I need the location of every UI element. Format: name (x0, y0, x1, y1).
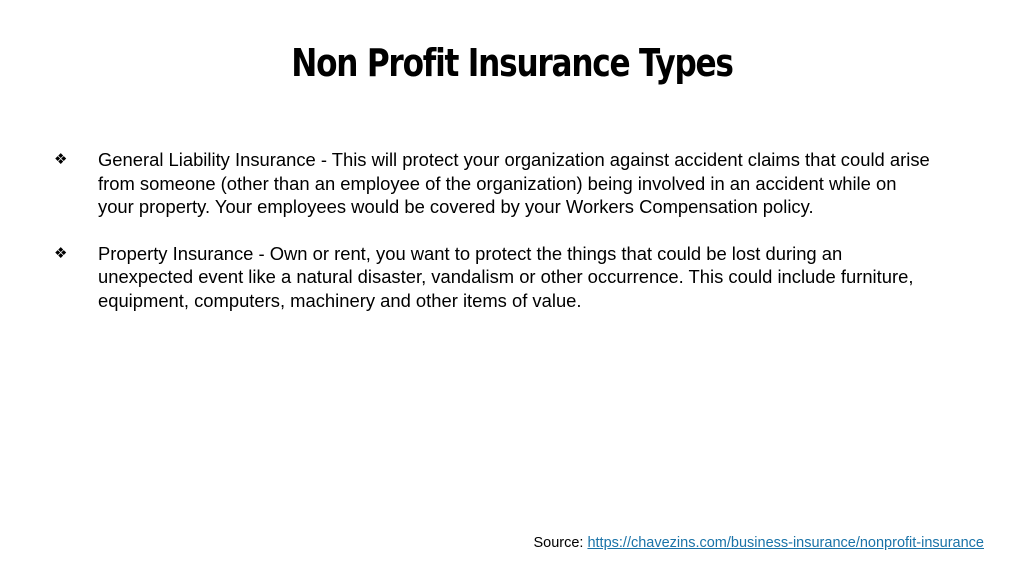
bullet-text-general-liability: General Liability Insurance - This will protect your organization against accident claims that could arise from someone (other than an employee of the organization) being involved in an accident while on your property. Your employees would be covered by your Workers Compensation policy. (98, 149, 930, 217)
bullet-list (54, 148, 934, 335)
slide-title: Non Profit Insurance Types (291, 41, 733, 85)
bullet-item-general-liability (54, 148, 934, 219)
bullet-item-property-insurance (54, 242, 934, 313)
diamond-bullet-icon: ❖ (54, 243, 68, 262)
source-citation (533, 534, 984, 552)
diamond-bullet-icon: ❖ (54, 150, 68, 168)
source-link[interactable]: https://chavezins.com/business-insurance/nonprofit-insurance (587, 535, 984, 551)
bullet-text-property-insurance: Property Insurance - Own or rent, you want to protect the things that could be lost during an unexpected event like a natural disaster, vandalism or other occurrence. This could include furniture, equipment, computers, machinery and other items of value. (98, 242, 914, 311)
source-label: Source: (533, 535, 588, 551)
